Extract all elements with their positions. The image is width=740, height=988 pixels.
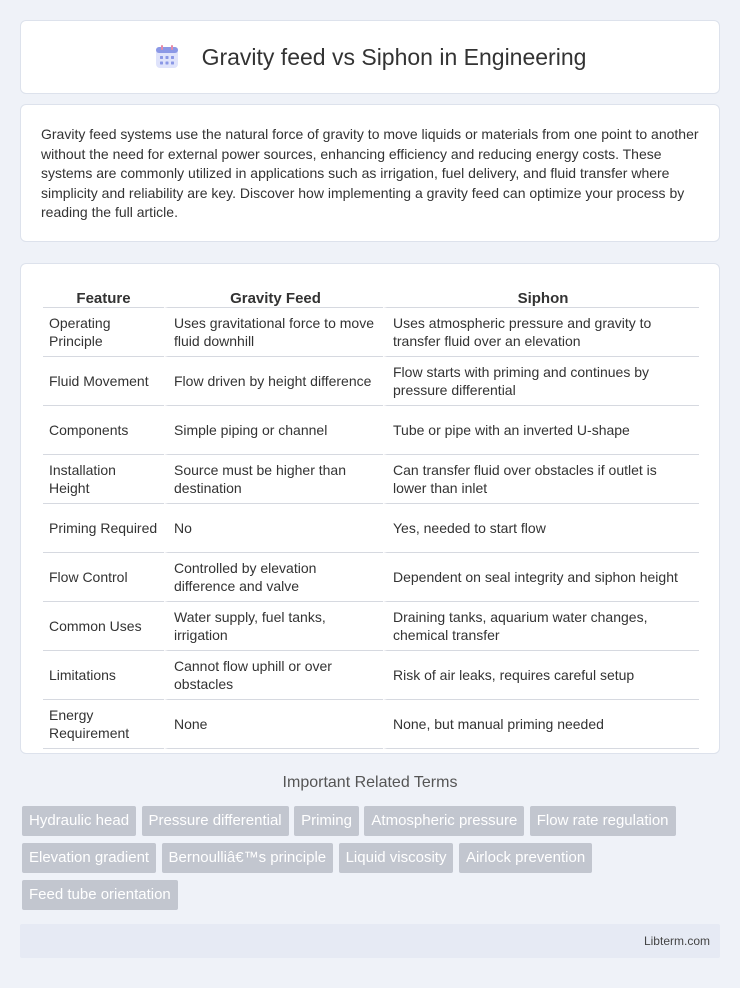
table-cell-siphon: Risk of air leaks, requires careful setup	[383, 651, 699, 700]
table-cell-feature: Priming Required	[43, 504, 164, 553]
related-terms-title: Important Related Terms	[282, 774, 458, 791]
table-cell-gravity-feed: Cannot flow uphill or over obstacles	[164, 651, 383, 700]
table-cell-siphon: Dependent on seal integrity and siphon height	[383, 553, 699, 602]
related-terms-tags	[22, 806, 722, 917]
column-header-gravity-feed: Gravity Feed	[164, 284, 383, 308]
table-cell-siphon: Yes, needed to start flow	[383, 504, 699, 553]
calendar-grid-icon	[154, 44, 180, 70]
table-cell-feature: Operating Principle	[43, 308, 164, 357]
table-cell-feature: Components	[43, 406, 164, 455]
table-row	[43, 504, 699, 553]
tag-flow-rate-regulation[interactable]: Flow rate regulation	[530, 806, 676, 836]
table-cell-siphon: Tube or pipe with an inverted U-shape	[383, 406, 699, 455]
page-title: Gravity feed vs Siphon in Engineering	[201, 43, 587, 70]
table-cell-siphon: Uses atmospheric pressure and gravity to transfer fluid over an elevation	[383, 308, 699, 357]
tag-liquid-viscosity[interactable]: Liquid viscosity	[339, 843, 454, 873]
table-row	[43, 455, 699, 504]
tag-priming[interactable]: Priming	[294, 806, 359, 836]
table-row	[43, 651, 699, 700]
intro-text: Gravity feed systems use the natural force of gravity to move liquids or materials from one point to another without the need for external power sources, enhancing efficiency and reducing energy costs. These systems are commonly utilized in applications such as irrigation, fuel delivery, and fluid transfer where simplicity and reliability are key. Discover how implementing a gravity feed can optimize your process by reading the full article.	[41, 126, 699, 221]
table-cell-siphon: Flow starts with priming and continues by pressure differential	[383, 357, 699, 406]
table-row	[43, 553, 699, 602]
table-cell-gravity-feed: Simple piping or channel	[164, 406, 383, 455]
related-terms-section	[0, 774, 740, 806]
tag-pressure-differential[interactable]: Pressure differential	[142, 806, 289, 836]
table-cell-feature: Energy Requirement	[43, 700, 164, 749]
tag-feed-tube-orientation[interactable]: Feed tube orientation	[22, 880, 178, 910]
table-cell-feature: Fluid Movement	[43, 357, 164, 406]
table-cell-gravity-feed: None	[164, 700, 383, 749]
table-row	[43, 308, 699, 357]
table-cell-gravity-feed: Water supply, fuel tanks, irrigation	[164, 602, 383, 651]
table-cell-gravity-feed: Uses gravitational force to move fluid downhill	[164, 308, 383, 357]
intro-card	[20, 104, 720, 242]
table-cell-gravity-feed: No	[164, 504, 383, 553]
table-cell-feature: Installation Height	[43, 455, 164, 504]
table-cell-feature: Limitations	[43, 651, 164, 700]
tag-airlock-prevention[interactable]: Airlock prevention	[459, 843, 592, 873]
header-card	[20, 20, 720, 94]
tag-hydraulic-head[interactable]: Hydraulic head	[22, 806, 136, 836]
table-row	[43, 357, 699, 406]
table-header-row	[43, 284, 699, 308]
table-cell-gravity-feed: Controlled by elevation difference and valve	[164, 553, 383, 602]
column-header-siphon: Siphon	[383, 284, 699, 308]
table-row	[43, 406, 699, 455]
tag-bernoullis-principle[interactable]: Bernoulliâ€™s principle	[162, 843, 334, 873]
table-cell-siphon: None, but manual priming needed	[383, 700, 699, 749]
tag-atmospheric-pressure[interactable]: Atmospheric pressure	[364, 806, 524, 836]
footer	[20, 924, 720, 958]
table-row	[43, 700, 699, 749]
table-row	[43, 602, 699, 651]
table-cell-feature: Flow Control	[43, 553, 164, 602]
table-cell-siphon: Draining tanks, aquarium water changes, chemical transfer	[383, 602, 699, 651]
column-header-feature: Feature	[43, 284, 164, 308]
table-cell-feature: Common Uses	[43, 602, 164, 651]
footer-brand-link[interactable]: Libterm.com	[643, 934, 710, 948]
table-cell-gravity-feed: Flow driven by height difference	[164, 357, 383, 406]
comparison-table	[43, 284, 699, 749]
comparison-table-card	[20, 263, 720, 754]
tag-elevation-gradient[interactable]: Elevation gradient	[22, 843, 156, 873]
table-cell-siphon: Can transfer fluid over obstacles if outlet is lower than inlet	[383, 455, 699, 504]
table-cell-gravity-feed: Source must be higher than destination	[164, 455, 383, 504]
